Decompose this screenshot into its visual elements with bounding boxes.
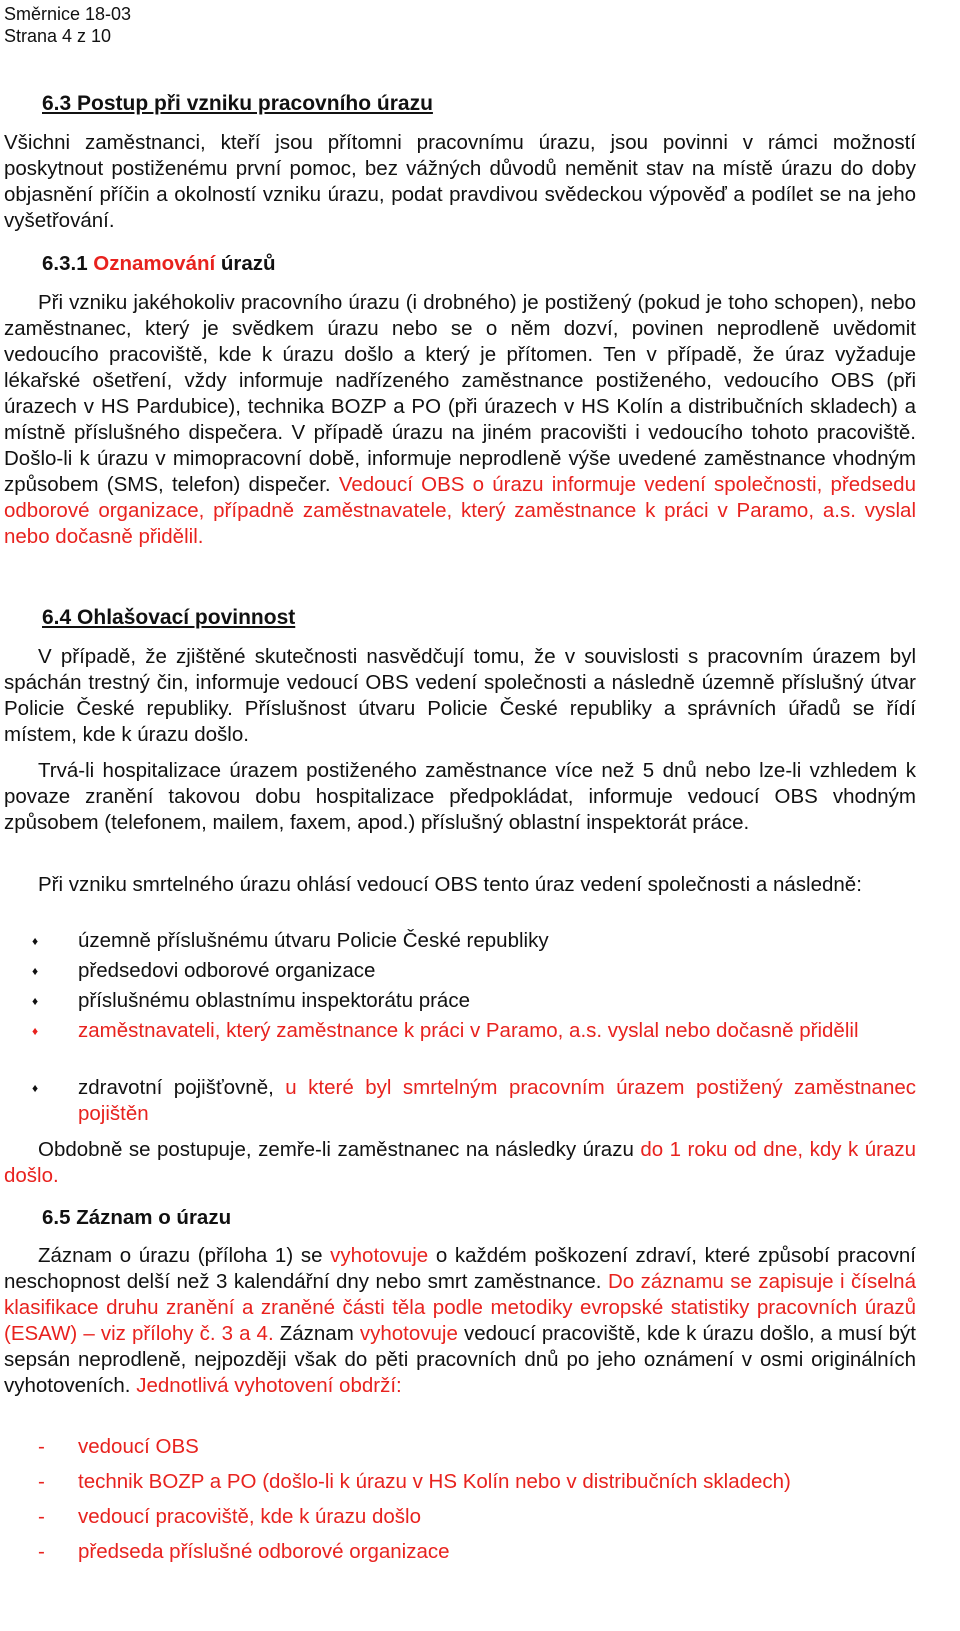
- recipient-text: vedoucí OBS: [78, 1435, 199, 1458]
- list-item-text: [78, 1075, 916, 1127]
- section-6-3-1-paragraph: [4, 290, 916, 550]
- section-6-3-paragraph: Všichni zaměstnanci, kteří jsou přítomni pracovnímu úrazu, jsou povinni v rámci možností poskytnout postiženému první pomoc, bez vážných důvodů neměnit stav na místě úrazu do doby objasnění příčin a okolností vzniku úrazu, podat pravdivou svědeckou výpověď a podílet se na jeho vyšetřování.: [4, 131, 916, 232]
- dash-marker: -: [38, 1540, 45, 1563]
- text-red: vyhotovuje: [330, 1244, 429, 1267]
- dash-marker: -: [38, 1435, 45, 1458]
- paragraph-text: Obdobně se postupuje, zemře-li zaměstnanec na následky úrazu: [38, 1138, 641, 1161]
- list-item-text: předsedovi odborové organizace: [78, 959, 376, 982]
- paragraph-text-red: Vedoucí OBS o úrazu informuje vedení společnosti, předsedu odborové organizace, případně zaměstnavatele, který zaměstnance k práci v Paramo, a.s. vyslal nebo dočasně přidělil.: [4, 473, 916, 548]
- diamond-bullet-icon: ♦: [32, 964, 39, 978]
- dash-marker: -: [38, 1505, 45, 1528]
- section-6-3-title: 6.3 Postup při vzniku pracovního úrazu: [42, 92, 433, 115]
- section-6-3-1-title: [42, 251, 276, 277]
- recipient-text: technik BOZP a PO (došlo-li k úrazu v HS Kolín nebo v distribučních skladech): [78, 1470, 791, 1493]
- text-red: Do záznamu se zapisuje i číselná klasifikace druhu zranění a zraněné části těla podle metodiky evropské statistiky pracovních úrazů (ESAW) – viz přílohy č. 3 a 4.: [4, 1270, 916, 1345]
- list-item-text: zaměstnavateli, který zaměstnance k práci v Paramo, a.s. vyslal nebo dočasně přidělil: [78, 1019, 859, 1042]
- diamond-bullet-icon: ♦: [32, 1081, 39, 1095]
- text: vedoucí pracoviště, kde k úrazu došlo, a musí být sepsán neprodleně, nejpozději však do pěti pracovních dnů po jeho oznámení v osmi originálních vyhotoveních.: [4, 1322, 916, 1397]
- text: Záznam o úrazu (příloha 1) se: [38, 1244, 331, 1267]
- section-title-red: Oznamování: [93, 252, 216, 275]
- text: Záznam: [273, 1322, 360, 1345]
- section-6-4-paragraph-3: Při vzniku smrtelného úrazu ohlásí vedoucí OBS tento úraz vedení společnosti a následně:: [38, 873, 862, 896]
- diamond-bullet-icon: ♦: [32, 1024, 39, 1038]
- section-title-rest: úrazů: [215, 252, 276, 275]
- diamond-bullet-icon: ♦: [32, 994, 39, 1008]
- diamond-bullet-icon: ♦: [32, 934, 39, 948]
- document-code: Směrnice 18-03: [4, 4, 132, 24]
- list-item-text: příslušnému oblastnímu inspektorátu práce: [78, 989, 470, 1012]
- recipient-text: předseda příslušné odborové organizace: [78, 1540, 450, 1563]
- text-red: Jednotlivá vyhotovení obdrží:: [136, 1374, 402, 1397]
- list-item-text-red: u které byl smrtelným pracovním úrazem postižený zaměstnanec pojištěn: [78, 1076, 916, 1125]
- list-item-text: územně příslušnému útvaru Policie České republiky: [78, 929, 549, 952]
- page-number: Strana 4 z 10: [4, 26, 112, 46]
- section-6-4-paragraph-4: [4, 1137, 916, 1189]
- dash-marker: -: [38, 1470, 45, 1493]
- list-item-text-black: zdravotní pojišťovně,: [78, 1076, 286, 1099]
- text-red: vyhotovuje: [359, 1322, 458, 1345]
- section-6-4-paragraph-2: Trvá-li hospitalizace úrazem postiženého zaměstnance více než 5 dnů nebo lze-li vzhledem k povaze zranění takovou dobu hospitalizace předpokládat, informuje vedoucí OBS vhodným způsobem (telefonem, mailem, faxem, apod.) příslušný oblastní inspektorát práce.: [4, 759, 916, 834]
- recipient-text: vedoucí pracoviště, kde k úrazu došlo: [78, 1505, 421, 1528]
- text: o každém poškození zdraví, které způsobí pracovní neschopnost delší než 3 kalendářní dny nebo smrt zaměstnance.: [4, 1244, 916, 1293]
- section-6-4-paragraph-1: V případě, že zjištěné skutečnosti nasvědčují tomu, že v souvislosti s pracovním úrazem byl spáchán trestný čin, informuje vedoucí OBS vedení společnosti a následně územně příslušný útvar Policie České republiky. Příslušnost útvaru Policie České republiky a správních úřadů se řídí místem, kde k úrazu došlo.: [4, 645, 916, 746]
- section-6-5-title: 6.5 Záznam o úrazu: [42, 1206, 232, 1229]
- paragraph-text-red: do 1 roku od dne, kdy k úrazu došlo.: [4, 1138, 916, 1187]
- section-6-4-title: 6.4 Ohlašovací povinnost: [42, 606, 296, 629]
- paragraph-text: Při vzniku jakéhokoliv pracovního úrazu (i drobného) je postižený (pokud je toho schopen), nebo zaměstnanec, který je svědkem úrazu nebo se o něm dozví, povinen neprodleně uvědomit vedoucího pracoviště, kde k úrazu došlo a který je přítomen. Ten v případě, že úraz vyžaduje lékařské ošetření, vždy informuje nadřízeného zaměstnance postiženého, vedoucího OBS (při úrazech v HS Pardubice), technika BOZP a PO (při úrazech v HS Kolín a distribučních skladech) a místně příslušného dispečera. V případě úrazu na jiném pracovišti i vedoucího tohoto pracoviště. Došlo-li k úrazu v mimopracovní době, informuje neprodleně výše uvedené zaměstnance vhodným způsobem (SMS, telefon) dispečer.: [4, 291, 916, 496]
- section-number: 6.3.1: [42, 252, 94, 275]
- section-6-5-paragraph: [4, 1243, 916, 1399]
